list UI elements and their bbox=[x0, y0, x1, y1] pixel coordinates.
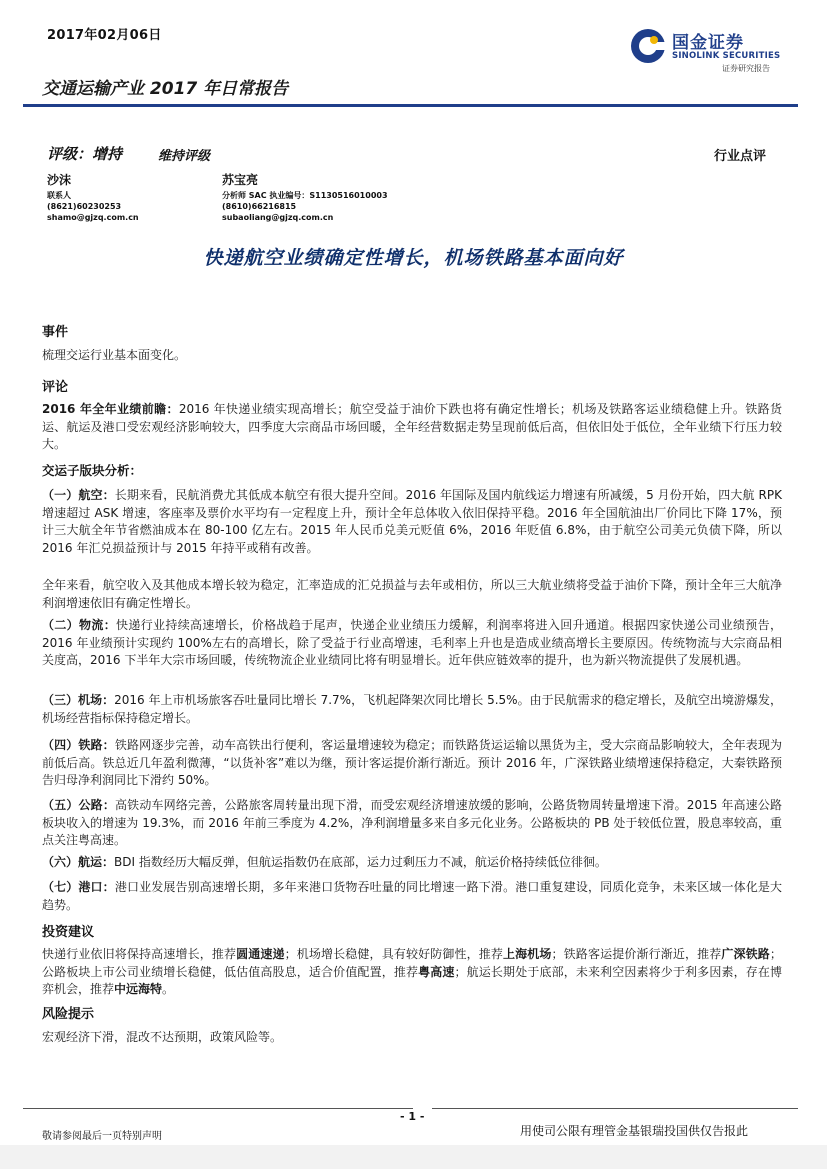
paragraph-lead: （六）航运： bbox=[42, 855, 115, 869]
event-heading: 事件 bbox=[42, 325, 69, 340]
event-text: 梳理交运行业基本面变化。 bbox=[42, 348, 187, 362]
text-run: 。 bbox=[162, 982, 175, 996]
paragraph-body: 长期来看，民航消费尤其低成本航空有很大提升空间。2016 年国际及国内航线运力增速有所减缓，5 月份开始，四大航 RPK 增速超过 ASK 增速，客座率及票价水平均有一定程度上升，预计全年总体收入依旧保持平稳。2016 年全国航油出厂价同比下降 17%，预计三大航全年节省燃油成本在 80-100 亿左右。2015 年人民币兑美元贬值 6%，2016 年贬值 6.8%，由于航空公司美元负债下降，所以 2016 年汇兑损益预计与 2015 年持平或稍有改善。 bbox=[42, 488, 782, 555]
footer-divider bbox=[432, 1108, 798, 1109]
airport-paragraph bbox=[42, 692, 782, 727]
paragraph-body: 铁路网逐步完善，动车高铁出行便利，客运量增速较为稳定；而铁路货运运输以黑货为主，受大宗商品影响较大，全年表现为前低后高。铁总近几年盈利微薄，“以货补客”难以为继，预计客运提价渐行渐近。预计 2016 年，广深铁路业绩增速保持稳定，大秦铁路预告归母净利润同比下滑约 50%。 bbox=[42, 738, 782, 787]
logo-chinese-name: 国金证券 bbox=[672, 33, 744, 53]
text-run: ；航运长期处于底部，未来利空因素将少于利多因素，存在博弈机会，推荐 bbox=[42, 964, 782, 996]
report-category: 行业点评 bbox=[714, 149, 767, 164]
analyst-role: 联系人 bbox=[47, 191, 71, 200]
analyst-phone: (8610)66216815 bbox=[222, 202, 297, 211]
analyst-role: 分析师 SAC 执业编号：S1130516010003 bbox=[222, 191, 388, 200]
paragraph-body: 快递行业持续高速增长，价格战趋于尾声，快递企业业绩压力缓解，利润率将进入回升通道。根据四家快递公司业绩预告，2016 年业绩预计实现约 100%左右的高增长，除了受益于行业高增速，毛利率上升也是造成业绩高增长主要原因。传统物流与大宗商品相关度高，2016 下半年大宗市场回暖，传统物流企业业绩同比将有明显增长。近年供应链效率的提升，也为新兴物流提供了发展机遇。 bbox=[42, 618, 782, 667]
text-run: ；铁路客运提价渐行渐近，推荐 bbox=[551, 947, 722, 961]
paragraph-body: 2016 年上市机场旅客吞吐量同比增长 7.7%，飞机起降架次同比增长 5.5%。由于民航需求的稳定增长，及航空出境游爆发，机场经营指标保持稳定增长。 bbox=[42, 693, 782, 725]
rating-label: 评级：增持 bbox=[47, 145, 123, 163]
logo-subtitle: 证券研究报告 bbox=[722, 64, 770, 73]
analyst-card bbox=[47, 173, 139, 223]
stock-pick: 广深铁路 bbox=[721, 947, 770, 961]
paragraph-lead: （七）港口： bbox=[42, 880, 115, 894]
aviation-paragraph bbox=[42, 487, 782, 557]
analyst-phone: (8621)60230253 bbox=[47, 202, 122, 211]
investment-paragraph bbox=[42, 946, 782, 999]
annual-preview-paragraph bbox=[42, 401, 782, 454]
analyst-card bbox=[222, 173, 388, 223]
risk-heading: 风险提示 bbox=[42, 1007, 95, 1022]
analyst-name: 沙沫 bbox=[47, 173, 72, 187]
stock-pick: 粤高速 bbox=[418, 964, 455, 979]
risk-text: 宏观经济下滑，混改不达预期，政策风险等。 bbox=[42, 1030, 283, 1044]
footer-band bbox=[0, 1145, 827, 1169]
text-run: ；公路板块上市公司业绩增长稳健，低估值高股息，适合价值配置，推荐 bbox=[42, 947, 782, 979]
analyst-name: 苏宝亮 bbox=[222, 173, 259, 187]
stock-pick: 中远海特 bbox=[114, 982, 163, 996]
paragraph-lead: 2016 年全年业绩前瞻： bbox=[42, 402, 179, 416]
report-series-title: 交通运输产业 2017 年日常报告 bbox=[42, 79, 289, 99]
brand-logo bbox=[630, 26, 790, 76]
logistics-paragraph bbox=[42, 617, 782, 670]
railway-paragraph bbox=[42, 737, 782, 790]
report-date: 2017年02月06日 bbox=[47, 28, 162, 43]
footer-disclaimer: 敬请参阅最后一页特别声明 bbox=[42, 1131, 162, 1142]
highway-paragraph bbox=[42, 797, 782, 850]
comment-heading: 评论 bbox=[42, 380, 69, 395]
paragraph-lead: （四）铁路： bbox=[42, 738, 115, 752]
page-headline: 快递航空业绩确定性增长，机场铁路基本面向好 bbox=[203, 247, 624, 269]
analyst-email[interactable]: shamo@gjzq.com.cn bbox=[47, 213, 139, 222]
paragraph-body: BDI 指数经历大幅反弹，但航运指数仍在底部，运力过剩压力不减，航运价格持续低位徘徊。 bbox=[114, 855, 607, 869]
footer-usage-notice: 用使司公限有理管金基银瑞投国供仅告报此 bbox=[520, 1124, 749, 1138]
stock-pick: 上海机场 bbox=[503, 947, 552, 961]
paragraph-body: 2016 年快递业绩实现高增长；航空受益于油价下跌也将有确定性增长；机场及铁路客运业绩稳健上升。铁路货运、航运及港口受宏观经济影响较大，四季度大宗商品市场回暖，全年经营数据走势呈现前低后高，但依旧处于低位，全年业绩下行压力较大。 bbox=[42, 402, 783, 451]
page-number: - 1 - bbox=[400, 1110, 425, 1123]
text-run: ；机场增长稳健，具有较好防御性，推荐 bbox=[284, 947, 504, 961]
port-paragraph bbox=[42, 879, 782, 914]
paragraph-body: 高铁动车网络完善，公路旅客周转量出现下滑，而受宏观经济增速放缓的影响，公路货物周转量增速下滑。2015 年高速公路板块收入的增速为 19.3%，而 2016 年前三季度为 4.2%，净利润增量多来自多元化业务。公路板块的 PB 处于较低位置，股息率较高，重点关注粤高速。 bbox=[42, 798, 782, 847]
aviation-summary-paragraph: 全年来看，航空收入及其他成本增长较为稳定，汇率造成的汇兑损益与去年或相仿，所以三大航业绩将受益于油价下降，预计全年三大航净利润增速依旧有确定性增长。 bbox=[42, 578, 782, 610]
text-run: 快递行业依旧将保持高速增长，推荐 bbox=[42, 947, 237, 961]
stock-pick: 圆通速递 bbox=[236, 947, 285, 961]
rating-action: 维持评级 bbox=[158, 149, 211, 164]
logo-english-name: SINOLINK SECURITIES bbox=[672, 51, 781, 61]
paragraph-lead: （三）机场： bbox=[42, 693, 115, 707]
shipping-paragraph bbox=[42, 854, 782, 872]
sinolink-logo-icon bbox=[630, 28, 666, 64]
investment-heading: 投资建议 bbox=[42, 925, 95, 940]
footer-divider bbox=[23, 1108, 413, 1109]
paragraph-lead: （一）航空： bbox=[42, 488, 115, 502]
analyst-email[interactable]: subaoliang@gjzq.com.cn bbox=[222, 213, 334, 222]
subsector-heading: 交运子版块分析： bbox=[42, 463, 143, 478]
paragraph-lead: （五）公路： bbox=[42, 798, 115, 812]
header-divider bbox=[23, 104, 798, 107]
paragraph-body: 港口业发展告别高速增长期，多年来港口货物吞吐量的同比增速一路下滑。港口重复建设，同质化竞争，未来区域一体化是大趋势。 bbox=[42, 880, 782, 912]
paragraph-lead: （二）物流： bbox=[42, 618, 117, 632]
